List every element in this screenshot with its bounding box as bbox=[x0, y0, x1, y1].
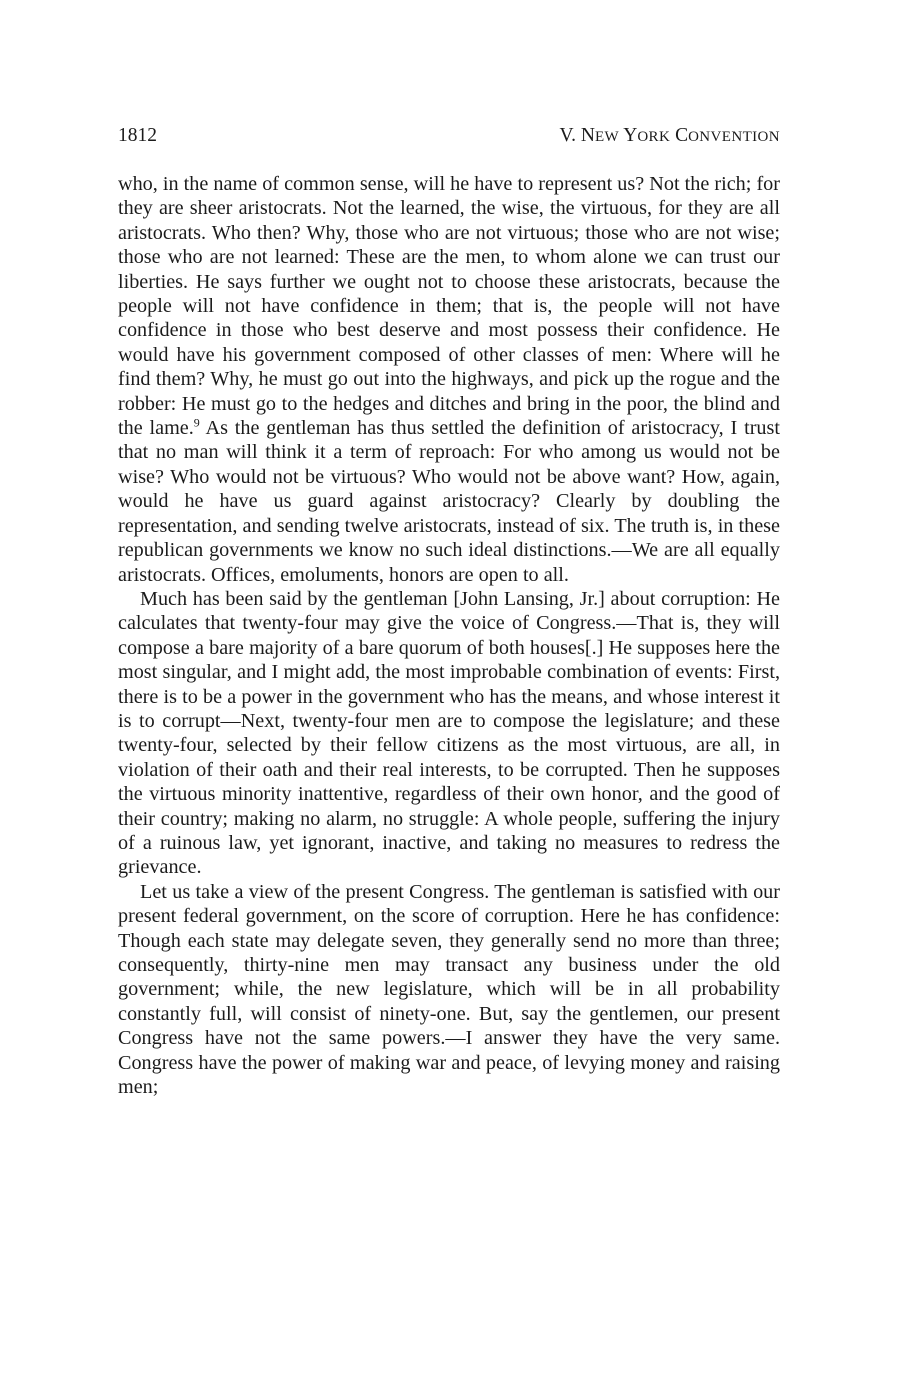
page-number: 1812 bbox=[118, 125, 157, 146]
footnote-marker: 9 bbox=[193, 415, 200, 430]
paragraph-text: who, in the name of common sense, will he have to represent us? Not the rich; for they are sheer aristocrats. Not the learned, the wise, the virtuous, for they are all aristocrats. Who then? Why, those who are not virtuous; those who are not wise; those who are not learned: These are the men, to whom alone we can trust our liberties. He says further we ought not to choose these aristocrats, because the people will not have confidence in them; that is, the people will not have confidence in those who best deserve and most possess their confidence. He would have his government composed of other classes of men: Where will he find them? Why, he must go out into the highways, and pick up the rogue and the robber: He must go to the hedges and ditches and bring in the poor, the blind and the lame. bbox=[118, 173, 780, 440]
running-head bbox=[560, 123, 780, 150]
paragraph: Much has been said by the gentleman [John Lansing, Jr.] about corruption: He calculates that twenty-four may give the voice of Congress.—That is, they will compose a bare majority of a bare quorum of both houses[.] He supposes here the most singular, and I might add, the most improbable combination of events: First, there is to be a power in the government who has the means, and whose interest it is to corrupt—Next, twenty-four men are to compose the legislature; and these twenty-four, selected by their fellow citizens as the most virtuous, are all, in violation of their oath and their real interests, to be corrupted. Then he supposes the virtuous minority inattentive, regardless of their own honor, and the good of their country; making no alarm, no struggle: A whole people, suffering the injury of a ruinous law, yet ignorant, inactive, and taking no measures to redress the grievance. bbox=[118, 587, 780, 879]
paragraph: Let us take a view of the present Congress. The gentleman is satisfied with our present federal government, on the score of corruption. Here he has confidence: Though each state may delegate seven, they generally send no more than three; consequently, thirty-nine men may transact any business under the old government; while, the new legislature, which will be in all probability constantly full, will consist of ninety-one. But, say the gentlemen, our present Congress have not the same powers.—I answer they have the very same. Congress have the power of making war and peace, of levying money and raising men; bbox=[118, 880, 780, 1099]
body-text bbox=[118, 172, 780, 1099]
running-head-word2-initial: Y bbox=[623, 125, 638, 146]
running-head-word3-rest: ONVENTION bbox=[688, 129, 780, 145]
paragraph-continuation bbox=[118, 172, 780, 587]
running-head-word1-rest: EW bbox=[594, 129, 620, 145]
paragraph-text: As the gentleman has thus settled the definition of aristocracy, I trust that no man will think it a term of reproach: For who among us would not be wise? Who would not be virtuous? Who would not be above want? How, again, would he have us guard against aristocracy? Clearly by doubling the representation, and sending twelve aristocrats, instead of six. The truth is, in these republican governments we know no such ideal distinctions.—We are all equally aristocrats. Offices, emoluments, honors are open to all. bbox=[118, 417, 780, 586]
running-head-prefix: V. N bbox=[559, 125, 595, 146]
running-head-word2-rest: ORK bbox=[637, 129, 671, 145]
running-head-word3-initial: C bbox=[675, 125, 689, 146]
